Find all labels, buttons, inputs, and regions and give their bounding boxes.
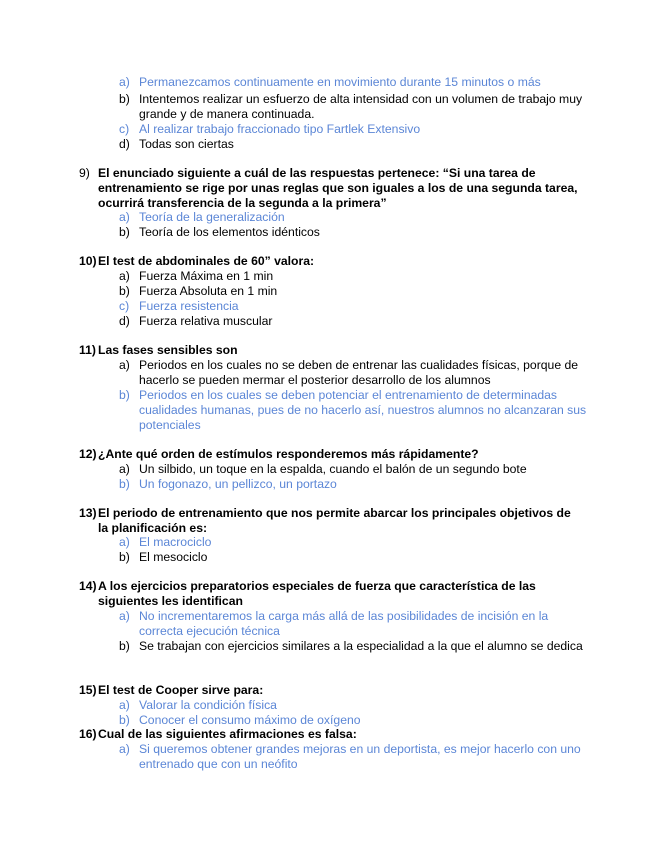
- option-text: Si queremos obtener grandes mejoras en un deportista, es mejor hacerlo con uno entrenado que con un neófito: [139, 742, 581, 771]
- question-number: 11): [79, 343, 96, 357]
- option-letter: b): [119, 284, 130, 298]
- question-text: El test de Cooper sirve para:: [98, 683, 264, 697]
- q10-option-b: [119, 284, 589, 299]
- q12-option-b: [119, 477, 589, 492]
- option-text: El mesociclo: [139, 550, 208, 564]
- q15-option-b: [119, 713, 589, 728]
- option-letter: a): [119, 210, 130, 224]
- q8-option-c: [119, 122, 589, 137]
- question-14: [79, 579, 579, 609]
- option-text: Fuerza Absoluta en 1 min: [139, 284, 278, 298]
- option-letter: c): [119, 122, 130, 136]
- option-text: Se trabajan con ejercicios similares a la especialidad a la que el alumno se dedica: [139, 639, 583, 653]
- option-letter: b): [119, 388, 130, 402]
- q9-option-a: [119, 210, 589, 225]
- option-letter: d): [119, 137, 130, 151]
- option-text: El macrociclo: [139, 535, 212, 549]
- option-letter: a): [119, 269, 130, 283]
- question-10: [79, 254, 579, 269]
- q9-option-b: [119, 225, 589, 240]
- question-number: 9): [79, 166, 90, 180]
- question-text: Cual de las siguientes afirmaciones es falsa:: [98, 727, 357, 741]
- option-letter: a): [119, 742, 130, 756]
- question-15: [79, 683, 579, 698]
- q15-option-a: [119, 698, 589, 713]
- question-number: 14): [79, 579, 97, 593]
- question-16: [79, 727, 579, 742]
- question-number: 12): [79, 447, 97, 461]
- question-11: [79, 343, 579, 358]
- option-text: Al realizar trabajo fraccionado tipo Fartlek Extensivo: [139, 122, 421, 136]
- option-letter: a): [119, 698, 130, 712]
- option-text: Valorar la condición física: [139, 698, 277, 712]
- question-number: 10): [79, 254, 97, 268]
- option-letter: a): [119, 535, 130, 549]
- q16-option-a: [119, 742, 589, 772]
- question-text: ¿Ante qué orden de estímulos responderemos más rápidamente?: [98, 447, 479, 461]
- option-letter: b): [119, 92, 130, 106]
- option-text: Todas son ciertas: [139, 137, 234, 151]
- q8-option-d: [119, 137, 589, 152]
- q10-option-c: [119, 299, 589, 314]
- option-letter: a): [119, 462, 130, 476]
- option-letter: a): [119, 75, 130, 89]
- question-text: El test de abdominales de 60” valora:: [98, 254, 315, 268]
- q8-option-a: [119, 75, 589, 90]
- question-text: A los ejercicios preparatorios especiales de fuerza que característica de las siguientes les identifican: [98, 579, 536, 608]
- question-text: El periodo de entrenamiento que nos permite abarcar los principales objetivos de la planificación es:: [98, 506, 571, 535]
- option-letter: c): [119, 299, 130, 313]
- q8-option-b: [119, 92, 589, 122]
- option-letter: a): [119, 358, 130, 372]
- q14-option-b: [119, 639, 589, 654]
- q11-option-b: [119, 388, 589, 433]
- q10-option-d: [119, 314, 589, 329]
- option-letter: b): [119, 639, 130, 653]
- option-text: Periodos en los cuales no se deben de entrenar las cualidades físicas, porque de hacerlo se pueden mermar el posterior desarrollo de los alumnos: [139, 358, 579, 387]
- q13-option-a: [119, 535, 589, 550]
- option-text: Teoría de los elementos idénticos: [139, 225, 320, 239]
- option-text: Teoría de la generalización: [139, 210, 285, 224]
- option-text: Fuerza relativa muscular: [139, 314, 273, 328]
- q10-option-a: [119, 269, 589, 284]
- option-letter: a): [119, 609, 130, 623]
- q13-option-b: [119, 550, 589, 565]
- option-text: Permanezcamos continuamente en movimiento durante 15 minutos o más: [139, 75, 541, 89]
- option-text: Intentemos realizar un esfuerzo de alta intensidad con un volumen de trabajo muy grande y de manera continuada.: [139, 92, 583, 121]
- question-text: Las fases sensibles son: [98, 343, 238, 357]
- option-text: Conocer el consumo máximo de oxígeno: [139, 713, 361, 727]
- question-text: El enunciado siguiente a cuál de las respuestas pertenece: “Si una tarea de entrenamiento se rige por unas reglas que son iguales a los de una segunda tarea, ocurrirá transferencia de la segunda a la primera”: [98, 166, 578, 210]
- option-letter: b): [119, 550, 130, 564]
- option-text: Un silbido, un toque en la espalda, cuando el balón de un segundo bote: [139, 462, 527, 476]
- question-13: [79, 506, 579, 536]
- option-letter: d): [119, 314, 130, 328]
- question-number: 15): [79, 683, 97, 697]
- question-number: 16): [79, 727, 97, 741]
- q14-option-a: [119, 609, 589, 639]
- option-text: Fuerza resistencia: [139, 299, 239, 313]
- question-9: [79, 166, 579, 211]
- q12-option-a: [119, 462, 589, 477]
- option-letter: b): [119, 477, 130, 491]
- question-number: 13): [79, 506, 97, 520]
- option-text: Fuerza Máxima en 1 min: [139, 269, 274, 283]
- q11-option-a: [119, 358, 589, 388]
- option-letter: b): [119, 225, 130, 239]
- question-12: [79, 447, 579, 462]
- option-text: Un fogonazo, un pellizco, un portazo: [139, 477, 337, 491]
- option-letter: b): [119, 713, 130, 727]
- option-text: No incrementaremos la carga más allá de las posibilidades de incisión en la correcta ejecución técnica: [139, 609, 549, 638]
- option-text: Periodos en los cuales se deben potenciar el entrenamiento de determinadas cualidades humanas, pues de no hacerlo así, nuestros alumnos no alcanzaran sus potenciales: [139, 388, 587, 432]
